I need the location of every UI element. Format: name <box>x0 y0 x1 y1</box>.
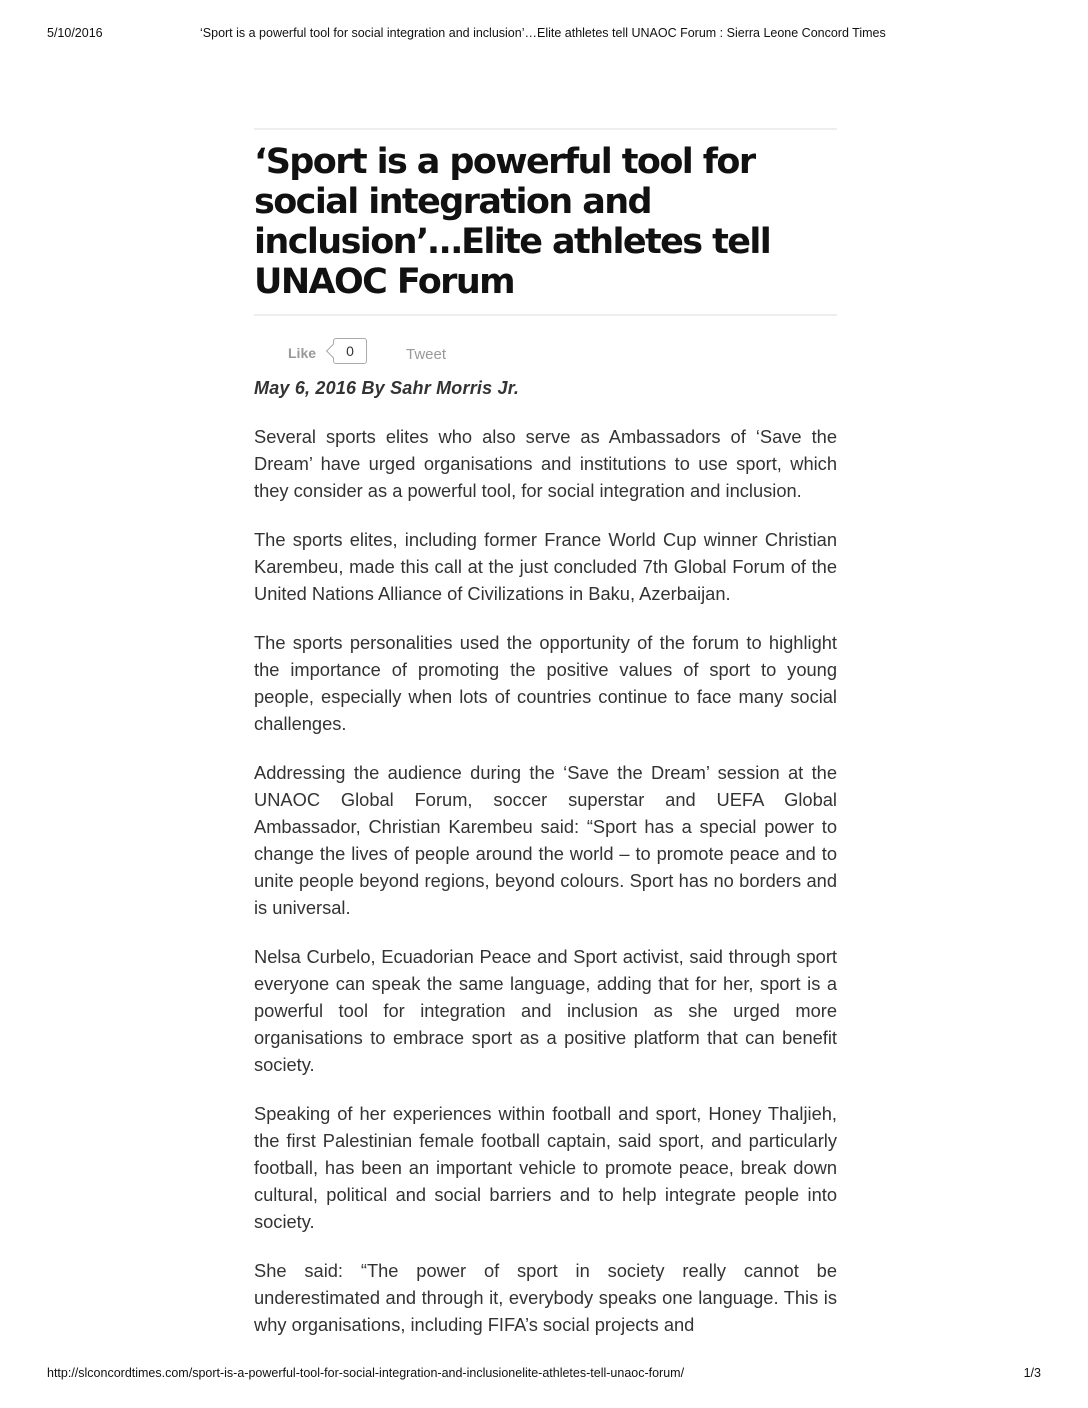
article-paragraph: The sports personalities used the opportunity of the forum to highlight the importance of promoting the positive values of sport to young people, especially when lots of countries continue to face many social challenges. <box>254 632 837 734</box>
like-count-bubble <box>333 338 367 364</box>
print-footer <box>47 1366 1041 1382</box>
social-share-bar <box>254 316 837 370</box>
article-headline: ‘Sport is a powerful tool for social integration and inclusion’…Elite athletes tell UNAOC Forum <box>254 142 771 302</box>
article-byline: May 6, 2016 By Sahr Morris Jr. <box>254 378 520 398</box>
headline-top-divider <box>254 128 837 130</box>
article-body <box>254 423 837 1338</box>
page-number: 1/3 <box>1023 1366 1041 1380</box>
print-date: 5/10/2016 <box>47 26 103 40</box>
like-button[interactable]: Like <box>288 345 317 361</box>
article-paragraph: Several sports elites who also serve as Ambassadors of ‘Save the Dream’ have urged organisations and institutions to use sport, which they consider as a powerful tool, for social integration and inclusion. <box>254 426 837 501</box>
article-paragraph: Addressing the audience during the ‘Save the Dream’ session at the UNAOC Global Forum, soccer superstar and UEFA Global Ambassador, Christian Karembeu said: “Sport has a special power to change the lives of people around the world – to promote peace and to unite people beyond regions, beyond colours. Sport has no borders and is universal. <box>254 762 837 918</box>
article-paragraph: She said: “The power of sport in society really cannot be underestimated and through it, everybody speaks one language. This is why organisations, including FIFA’s social projects and <box>254 1260 837 1335</box>
print-header <box>47 26 1041 42</box>
page-url: http://slconcordtimes.com/sport-is-a-powerful-tool-for-social-integration-and-inclusionelite-athletes-tell-unaoc-forum/ <box>47 1366 685 1380</box>
article-paragraph: Speaking of her experiences within football and sport, Honey Thaljieh, the first Palestinian female football captain, said sport, and particularly football, has been an important vehicle to promote peace, break down cultural, political and social barriers and to help integrate people into society. <box>254 1103 837 1232</box>
article-paragraph: The sports elites, including former France World Cup winner Christian Karembeu, made this call at the just concluded 7th Global Forum of the United Nations Alliance of Civilizations in Baku, Azerbaijan. <box>254 529 837 604</box>
print-page-title: ‘Sport is a powerful tool for social integration and inclusion’…Elite athletes tell UNAOC Forum : Sierra Leone Concord Times <box>200 26 886 40</box>
tweet-button[interactable]: Tweet <box>406 346 447 363</box>
article-paragraph: Nelsa Curbelo, Ecuadorian Peace and Sport activist, said through sport everyone can speak the same language, adding that for her, sport is a powerful tool for integration and inclusion as she urged more organisations to embrace sport as a positive platform that can benefit society. <box>254 946 837 1075</box>
like-count: 0 <box>346 343 354 359</box>
article <box>254 128 837 1338</box>
